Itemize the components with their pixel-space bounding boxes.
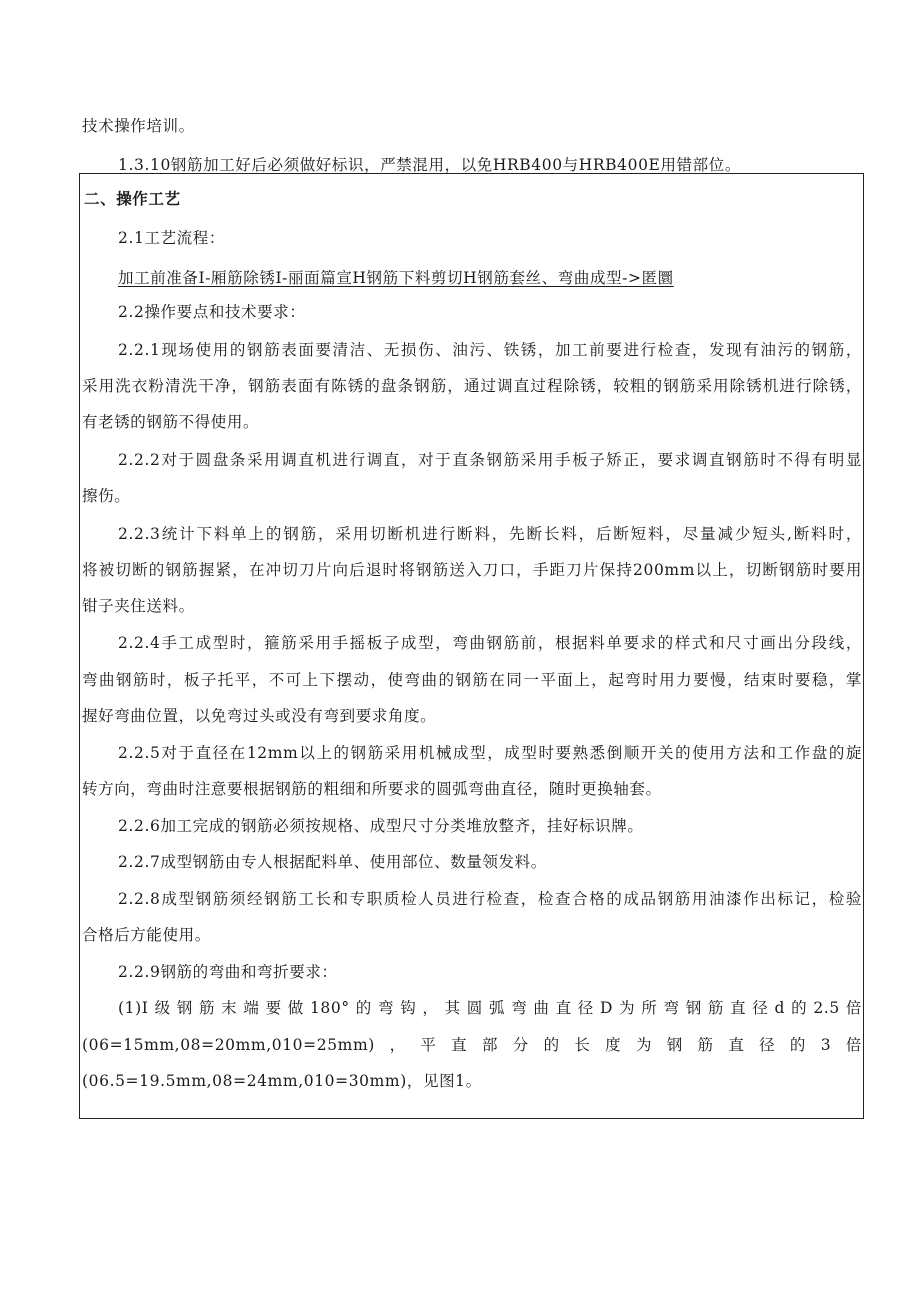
p228-line-2: 合格后方能使用。 <box>82 926 211 944</box>
p224-line-3: 握好弯曲位置，以免弯过头或没有弯到要求角度。 <box>82 707 437 725</box>
p224-line-1: 2.2.4手工成型时，箍筋采用手摇板子成型，弯曲钢筋前，根据料单要求的样式和尺寸画出分段线， <box>118 634 862 652</box>
p222-line-2: 擦伤。 <box>82 487 131 505</box>
p223-line-1: 2.2.3统计下料单上的钢筋，采用切断机进行断料，先断长料，后断短料，尽量减少短头,断料时， <box>118 525 862 543</box>
intro-line-2: 1.3.10钢筋加工好后必须做好标识，严禁混用，以免HRB400与HRB400E用错部位。 <box>118 156 741 174</box>
p221-line-2: 采用洗衣粉清洗干净，钢筋表面有陈锈的盘条钢筋，通过调直过程除锈，较粗的钢筋采用除锈机进行除锈， <box>82 377 862 395</box>
item1-line-2: (06=15mm,08=20mm,010=25mm)，平直部分的长度为钢筋直径的3倍 <box>82 1036 862 1054</box>
p225-line-2: 转方向，弯曲时注意要根据钢筋的粗细和所要求的圆弧弯曲直径，随时更换轴套。 <box>82 780 662 798</box>
p223-line-3: 钳子夹住送料。 <box>82 597 195 615</box>
intro-line-1: 技术操作培训。 <box>82 117 195 135</box>
p221-line-3: 有老锈的钢筋不得使用。 <box>82 413 260 431</box>
p229: 2.2.9钢筋的弯曲和弯折要求： <box>118 963 338 981</box>
p228-line-1: 2.2.8成型钢筋须经钢筋工长和专职质检人员进行检查，检查合格的成品钢筋用油漆作出标记，检验 <box>118 890 862 908</box>
p227: 2.2.7成型钢筋由专人根据配料单、使用部位、数量领发料。 <box>118 853 547 871</box>
p224-line-2: 弯曲钢筋时，板子托平，不可上下摆动，使弯曲的钢筋在同一平面上，起弯时用力要慢，结束时要稳，掌 <box>82 671 862 689</box>
step-2-2: 2.2操作要点和技术要求： <box>118 303 306 321</box>
p222-line-1: 2.2.2对于圆盘条采用调直机进行调直，对于直条钢筋采用手板子矫正，要求调直钢筋时不得有明显 <box>118 451 862 469</box>
p223-line-2: 将被切断的钢筋握紧，在冲切刀片向后退时将钢筋送入刀口，手距刀片保持200mm以上，切断钢筋时要用 <box>82 561 862 579</box>
item1-line-3: (06.5=19.5mm,08=24mm,010=30mm)，见图1。 <box>82 1072 482 1090</box>
section-title: 二、操作工艺 <box>84 190 181 208</box>
item1-line-1: (1)I级钢筋末端要做180°的弯钩，其圆弧弯曲直径D为所弯钢筋直径d的2.5倍 <box>118 999 862 1017</box>
p225-line-1: 2.2.5对于直径在12mm以上的钢筋采用机械成型，成型时要熟悉倒顺开关的使用方法和工作盘的旋 <box>118 744 862 762</box>
process-flow: 加工前准备I-厢筋除锈I-丽面篇宣H钢筋下料剪切H钢筋套丝、弯曲成型->匿圜 <box>118 269 674 287</box>
step-2-1: 2.1工艺流程： <box>118 229 225 247</box>
p221-line-1: 2.2.1现场使用的钢筋表面要清洁、无损伤、油污、铁锈，加工前要进行检查，发现有油污的钢筋， <box>118 341 862 359</box>
p226: 2.2.6加工完成的钢筋必须按规格、成型尺寸分类堆放整齐，挂好标识牌。 <box>118 817 644 835</box>
